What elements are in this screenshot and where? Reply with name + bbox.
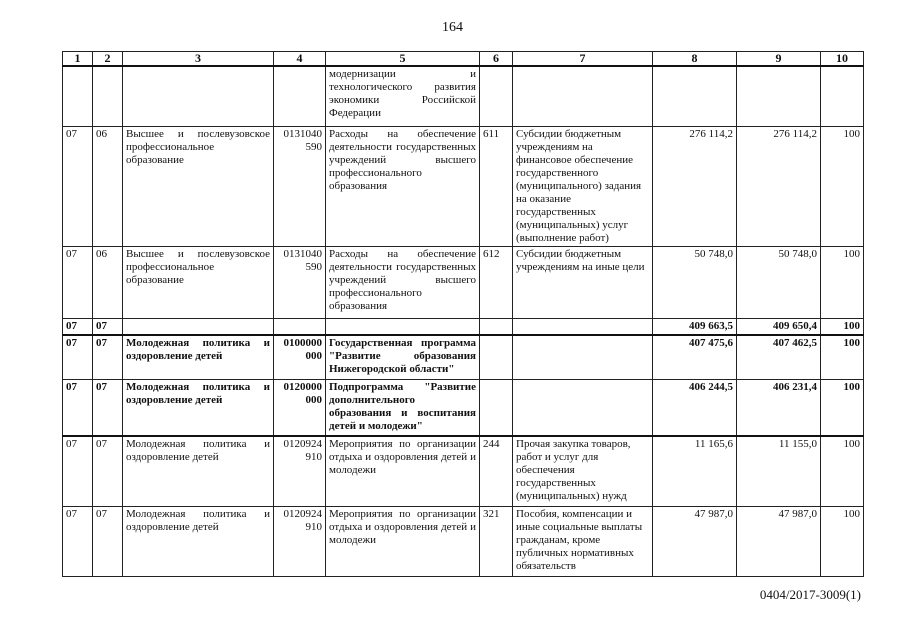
section-cell (63, 66, 93, 126)
percent-cell: 100 (821, 126, 864, 246)
section-cell: 07 (63, 379, 93, 436)
header-cell: 4 (274, 52, 326, 67)
subsection-name-cell: Высшее и послевузовское профессиональное образование (123, 246, 274, 318)
target-article-cell (274, 66, 326, 126)
expense-type-name-cell: Пособия, компенсации и иные социальные выплаты гражданам, кроме публичных нормативных обязательств (513, 506, 653, 576)
article-name-cell: Расходы на обеспечение деятельности государственных учреждений высшего профессионального образования (326, 126, 480, 246)
expense-type-name-cell: Субсидии бюджетным учреждениям на финансовое обеспечение государственного (муниципального) задания на оказание государственных (муниципальных) услуг (выполнение работ) (513, 126, 653, 246)
expense-type-cell: 611 (480, 126, 513, 246)
percent-cell: 100 (821, 379, 864, 436)
section-cell: 07 (63, 436, 93, 506)
target-article-cell: 0131040 590 (274, 126, 326, 246)
actual-amount-cell: 409 650,4 (737, 318, 821, 335)
header-cell: 3 (123, 52, 274, 67)
page-number: 164 (442, 20, 463, 35)
percent-cell: 100 (821, 436, 864, 506)
expense-type-cell: 244 (480, 436, 513, 506)
subsection-name-cell (123, 318, 274, 335)
expense-type-name-cell (513, 335, 653, 379)
plan-amount-cell (653, 66, 737, 126)
actual-amount-cell (737, 66, 821, 126)
subsection-cell: 06 (93, 126, 123, 246)
subsection-name-cell: Молодежная политика и оздоровление детей (123, 436, 274, 506)
subsection-name-cell: Высшее и послевузовское профессиональное образование (123, 126, 274, 246)
header-cell: 1 (63, 52, 93, 67)
actual-amount-cell: 407 462,5 (737, 335, 821, 379)
percent-cell: 100 (821, 246, 864, 318)
expense-type-cell: 612 (480, 246, 513, 318)
plan-amount-cell: 407 475,6 (653, 335, 737, 379)
target-article-cell: 0120000 000 (274, 379, 326, 436)
article-name-cell: Подпрограмма "Развитие дополнительного образования и воспитания детей и молодежи" (326, 379, 480, 436)
expense-type-cell: 321 (480, 506, 513, 576)
table-row (63, 436, 864, 506)
header-row (63, 52, 864, 67)
article-name-cell: Государственная программа "Развитие образования Нижегородской области" (326, 335, 480, 379)
section-cell: 07 (63, 246, 93, 318)
subsection-name-cell: Молодежная политика и оздоровление детей (123, 335, 274, 379)
plan-amount-cell: 50 748,0 (653, 246, 737, 318)
header-cell: 7 (513, 52, 653, 67)
section-cell: 07 (63, 506, 93, 576)
table-row (63, 506, 864, 576)
table-row (63, 246, 864, 318)
subsection-cell: 07 (93, 436, 123, 506)
subsection-cell: 07 (93, 379, 123, 436)
percent-cell (821, 66, 864, 126)
actual-amount-cell: 406 231,4 (737, 379, 821, 436)
plan-amount-cell: 11 165,6 (653, 436, 737, 506)
plan-amount-cell: 409 663,5 (653, 318, 737, 335)
article-name-cell: Расходы на обеспечение деятельности государственных учреждений высшего профессионального образования (326, 246, 480, 318)
article-name-cell: Мероприятия по организации отдыха и оздоровления детей и молодежи (326, 506, 480, 576)
section-cell: 07 (63, 318, 93, 335)
percent-cell: 100 (821, 506, 864, 576)
header-cell: 10 (821, 52, 864, 67)
plan-amount-cell: 406 244,5 (653, 379, 737, 436)
table-row (63, 126, 864, 246)
article-name-cell: Мероприятия по организации отдыха и оздоровления детей и молодежи (326, 436, 480, 506)
table-row (63, 379, 864, 436)
expense-type-name-cell: Субсидии бюджетным учреждениям на иные цели (513, 246, 653, 318)
table-row (63, 318, 864, 335)
expense-type-name-cell (513, 318, 653, 335)
subsection-name-cell (123, 66, 274, 126)
expense-type-name-cell (513, 66, 653, 126)
section-cell: 07 (63, 335, 93, 379)
subsection-cell: 06 (93, 246, 123, 318)
table-row (63, 66, 864, 126)
article-name-cell (326, 318, 480, 335)
subsection-cell: 07 (93, 335, 123, 379)
expense-type-name-cell (513, 379, 653, 436)
plan-amount-cell: 276 114,2 (653, 126, 737, 246)
subsection-name-cell: Молодежная политика и оздоровление детей (123, 506, 274, 576)
subsection-name-cell: Молодежная политика и оздоровление детей (123, 379, 274, 436)
header-cell: 2 (93, 52, 123, 67)
subsection-cell: 07 (93, 318, 123, 335)
document-code: 0404/2017-3009(1) (759, 587, 861, 602)
actual-amount-cell: 11 155,0 (737, 436, 821, 506)
section-cell: 07 (63, 126, 93, 246)
actual-amount-cell: 50 748,0 (737, 246, 821, 318)
header-cell: 8 (653, 52, 737, 67)
actual-amount-cell: 276 114,2 (737, 126, 821, 246)
plan-amount-cell: 47 987,0 (653, 506, 737, 576)
subsection-cell: 07 (93, 506, 123, 576)
actual-amount-cell: 47 987,0 (737, 506, 821, 576)
expense-type-name-cell: Прочая закупка товаров, работ и услуг для обеспечения государственных (муниципальных) нужд (513, 436, 653, 506)
target-article-cell: 0131040 590 (274, 246, 326, 318)
expense-type-cell (480, 335, 513, 379)
header-cell: 9 (737, 52, 821, 67)
percent-cell: 100 (821, 335, 864, 379)
target-article-cell: 0120924 910 (274, 506, 326, 576)
expense-type-cell (480, 379, 513, 436)
header-cell: 6 (480, 52, 513, 67)
percent-cell: 100 (821, 318, 864, 335)
table-row (63, 335, 864, 379)
target-article-cell (274, 318, 326, 335)
budget-table (62, 51, 864, 577)
expense-type-cell (480, 318, 513, 335)
header-cell: 5 (326, 52, 480, 67)
expense-type-cell (480, 66, 513, 126)
target-article-cell: 0120924 910 (274, 436, 326, 506)
article-name-cell: модернизации и технологического развития экономики Российской Федерации (326, 66, 480, 126)
subsection-cell (93, 66, 123, 126)
target-article-cell: 0100000 000 (274, 335, 326, 379)
